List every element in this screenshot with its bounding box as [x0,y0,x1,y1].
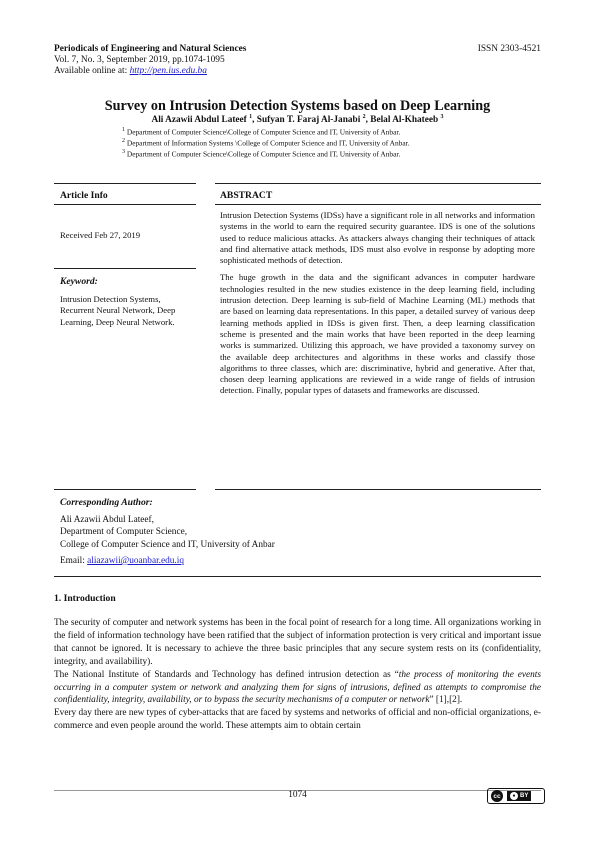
divider [54,268,196,269]
attribution-icon: ● BY [507,791,531,801]
divider [215,183,541,184]
abstract-paragraph: The huge growth in the data and the significant advances in computer hardware technologies resulted in the new studies existence in the deep learning field, including intrusion detection. Deep learning is sub-field of Machine Learning (ML) methods that are based on learning data representations. In this paper, a detailed survey of various deep learning methods applied in IDSs is given first. Then, a deep learning classification scheme is presented and the main works that have been reported in the deep learning works is summarized. Utilizing this approach, we have provided a taxonomy survey on the available deep architectures and algorithms in these works and classify those algorithms to three classes, which are: discriminative, hybrid and generative. After that, chosen deep learning applications are reviewed in a wide range of fields of intrusion detection. Finally, popular types of datasets and frameworks are discussed. [220,272,535,396]
article-info-heading: Article Info [60,190,108,201]
author-name: Ali Azawii Abdul Lateef [151,115,247,126]
keywords: Intrusion Detection Systems, Recurrent Neural Network, Deep Learning, Deep Neural Network. [60,294,176,327]
received-date: Received Feb 27, 2019 [60,230,141,240]
email-link[interactable]: aliazawii@uoanbar.edu.iq [87,555,184,566]
affiliation: $^2$ Department of Information Systems \College of Computer Science and IT, University of Anbar. [122,138,410,148]
body-paragraph: The security of computer and network systems has been in the focal point of research for a long time. All organizations working in the field of information technology have been ratified that the subject of information protection is very critical and important issue that cannot be ignored. It is necessary to achieve the three basic principles that any secure system rests on its (confidentiality, integrity, and availability). [54,618,541,667]
person-icon: ● [510,792,518,800]
body-paragraph: The National Institute of Standards and Technology has defined intrusion detection as “the process of monitoring the events occurring in a computer system or network and analyzing them for signs of intrusions, defined as attempts to compromise the confidentiality, integrity, availability, or to bypass the security mechanisms of a computer or network” [1],[2]. [54,669,541,706]
abstract-heading: ABSTRACT [220,190,273,201]
section-heading: 1. Introduction [54,593,116,604]
divider [54,576,541,577]
author-name: Belal Al-Khateeb [370,115,439,126]
divider [54,204,196,205]
body-paragraph: Every day there are new types of cyber-attacks that are faced by systems and networks of official and non-official organizations, e-commerce and even people around the world. These attempts aim to obtain certain [54,708,541,732]
cc-license-badge[interactable] [487,788,545,804]
author-list: Ali Azawii Abdul Lateef $^1$, Sufyan T. Faraj Al-Janabi $^2$, Belal Al-Khateeb $^3$ [151,114,444,126]
corresponding-author: Ali Azawii Abdul Lateef, Department of Computer Science, College of Computer Science and IT, University of Anbar Email: aliazawii@uoanbar.edu.iq [60,515,275,566]
available-online: Available online at: http://pen.ius.edu.ba [54,66,207,76]
page-number: 1074 [288,790,307,800]
journal-name: Periodicals of Engineering and Natural Sciences [54,44,247,54]
journal-header [54,44,246,77]
affiliation: $^1$ Department of Computer Science\College of Computer Science and IT, University of Anbar. [122,127,401,137]
affiliation: $^3$ Department of Computer Science\College of Computer Science and IT, University of Anbar. [122,149,401,159]
paper-title: Survey on Intrusion Detection Systems based on Deep Learning [104,98,491,114]
divider [215,489,541,490]
introduction-body [54,617,541,733]
author-name: Sufyan T. Faraj Al-Janabi [256,115,361,126]
divider [54,489,196,490]
abstract-body [220,210,535,397]
abstract-paragraph: Intrusion Detection Systems (IDSs) have a significant role in all networks and information systems in the world to earn the required security guarantee. IDS is one of the solutions used to reduce malicious attacks. As attackers always changing their techniques of attack and find alternative attack methods, IDS must also evolve in response by adopting more sophisticated methods of detection. [220,210,535,266]
corresponding-heading: Corresponding Author: [60,497,153,508]
keyword-heading: Keyword: [60,276,98,287]
creative-commons-icon: cc [491,790,503,802]
issn: ISSN 2303-4521 [477,44,541,54]
divider [54,183,196,184]
volume-info: Vol. 7, No. 3, September 2019, pp.1074-1095 [54,55,225,65]
divider [215,204,541,205]
journal-url-link[interactable]: http://pen.ius.edu.ba [129,66,207,76]
